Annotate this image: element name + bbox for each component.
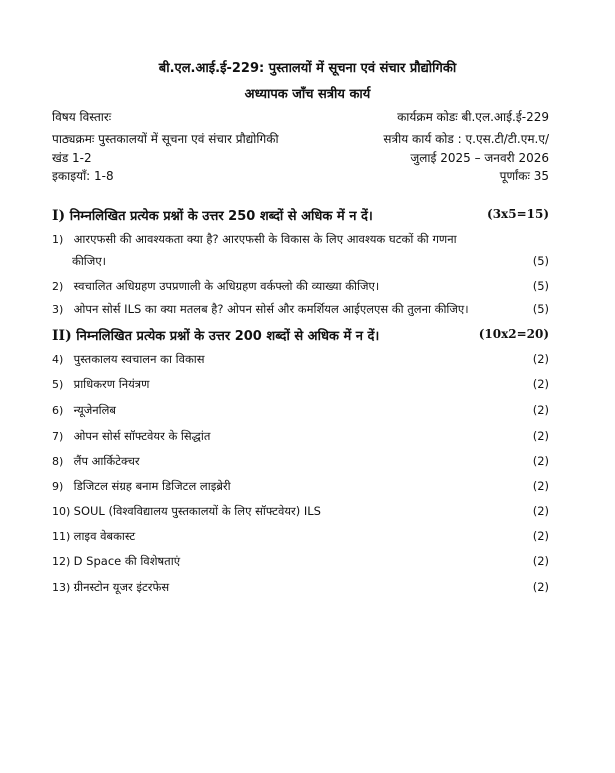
question-12 xyxy=(52,554,180,569)
question-1-continued: कीजिए। xyxy=(72,254,107,268)
question-text: डिजिटल संग्रह बनाम डिजिटल लाइब्रेरी xyxy=(73,479,231,493)
question-3 xyxy=(52,302,469,317)
question-2 xyxy=(52,279,379,294)
question-number: 6) xyxy=(52,404,64,417)
question-5-marks: (2) xyxy=(532,377,549,391)
question-10 xyxy=(52,504,321,519)
section-1-number: I) xyxy=(52,208,66,224)
course-name: पाठ्यक्रमः पुस्तकालयों में सूचना एवं संचार प्रौद्योगिकी xyxy=(52,132,279,146)
question-number: 2) xyxy=(52,280,64,293)
question-10-marks: (2) xyxy=(532,504,549,518)
question-6 xyxy=(52,403,116,418)
question-13 xyxy=(52,580,169,595)
question-4 xyxy=(52,352,205,367)
question-5 xyxy=(52,377,149,392)
question-text: प्राधिकरण नियंत्रण xyxy=(73,377,150,391)
question-number: 10) xyxy=(52,505,71,518)
document-subtitle: अध्यापक जाँच सत्रीय कार्य xyxy=(244,87,371,102)
question-8-marks: (2) xyxy=(532,454,549,468)
section-1-heading xyxy=(52,206,373,224)
question-7 xyxy=(52,429,210,444)
section-1-instruction: निम्नलिखित प्रत्येक प्रश्नों के उत्तर 250 शब्दों से अधिक में न दें। xyxy=(69,209,373,224)
question-number: 5) xyxy=(52,378,64,391)
question-text: SOUL (विश्वविद्यालय पुस्तकालयों के लिए सॉफ्टवेयर) ILS xyxy=(73,504,321,518)
block-range: खंड 1-2 xyxy=(52,151,92,165)
question-12-marks: (2) xyxy=(532,554,549,568)
question-text: आरएफसी की आवश्यकता क्या है? आरएफसी के विकास के लिए आवश्यक घटकों की गणना xyxy=(73,232,457,246)
subject-label: विषय विस्तारः xyxy=(52,110,112,124)
question-text: लाइव वेबकास्ट xyxy=(73,529,136,543)
question-number: 11) xyxy=(52,530,71,543)
question-number: 12) xyxy=(52,555,71,568)
question-11-marks: (2) xyxy=(532,529,549,543)
question-text: ओपन सोर्स सॉफ्टवेयर के सिद्धांत xyxy=(73,429,211,443)
question-2-marks: (5) xyxy=(532,279,549,293)
question-13-marks: (2) xyxy=(532,580,549,594)
question-8 xyxy=(52,454,140,469)
question-text: ग्रीनस्टोन यूजर इंटरफेस xyxy=(73,580,170,594)
question-4-marks: (2) xyxy=(532,352,549,366)
assignment-code: सत्रीय कार्य कोड : ए.एस.टी/टी.एम.ए/ xyxy=(383,132,549,146)
units-range: इकाइयाँ: 1-8 xyxy=(52,169,114,183)
question-9-marks: (2) xyxy=(532,479,549,493)
question-1-marks: (5) xyxy=(532,254,549,268)
document-title: बी.एल.आई.ई-229: पुस्तालयों में सूचना एवं संचार प्रौद्योगिकी xyxy=(158,61,457,76)
section-2-heading xyxy=(52,326,379,344)
question-1 xyxy=(52,232,457,247)
section-1-marks: (3x5=15) xyxy=(487,207,549,221)
question-number: 8) xyxy=(52,455,64,468)
session-dates: जुलाई 2025 – जनवरी 2026 xyxy=(410,151,549,165)
question-number: 13) xyxy=(52,581,71,594)
question-11 xyxy=(52,529,135,544)
question-7-marks: (2) xyxy=(532,429,549,443)
question-9 xyxy=(52,479,231,494)
question-text: न्यूजेनलिब xyxy=(73,403,116,417)
question-number: 1) xyxy=(52,233,64,246)
question-3-marks: (5) xyxy=(532,302,549,316)
question-number: 4) xyxy=(52,353,64,366)
question-6-marks: (2) xyxy=(532,403,549,417)
program-code: कार्यक्रम कोडः बी.एल.आई.ई-229 xyxy=(397,110,549,124)
question-text: स्वचालित अधिग्रहण उपप्रणाली के अधिग्रहण वर्कफ्लो की व्याख्या कीजिए। xyxy=(73,279,380,293)
section-2-marks: (10x2=20) xyxy=(478,327,549,341)
question-number: 7) xyxy=(52,430,64,443)
question-number: 9) xyxy=(52,480,64,493)
question-text: पुस्तकालय स्वचालन का विकास xyxy=(73,352,205,366)
question-text: ओपन सोर्स ILS का क्या मतलब है? ओपन सोर्स और कमर्शियल आईएलएस की तुलना कीजिए। xyxy=(73,302,469,316)
question-text: लैंप आर्किटेक्चर xyxy=(73,454,140,468)
question-text: D Space की विशेषताएं xyxy=(73,554,181,568)
question-number: 3) xyxy=(52,303,64,316)
max-marks: पूर्णांकः 35 xyxy=(499,169,549,183)
section-2-instruction: निम्नलिखित प्रत्येक प्रश्नों के उत्तर 200 शब्दों से अधिक में न दें। xyxy=(76,329,380,344)
section-2-number: II) xyxy=(52,328,72,344)
